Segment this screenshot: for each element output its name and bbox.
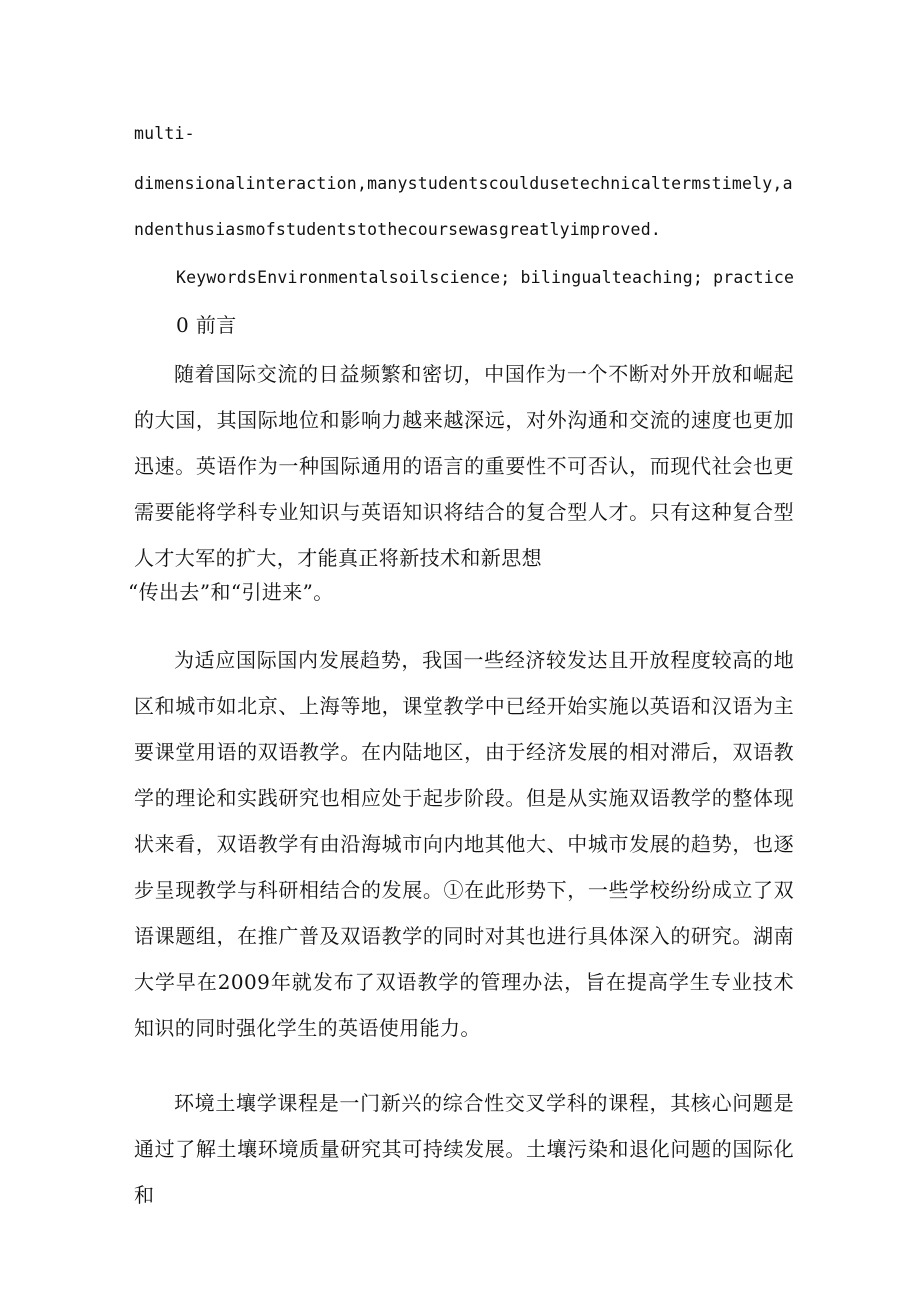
paragraph-1: 随着国际交流的日益频繁和密切，中国作为一个不断对外开放和崛起的大国，其国际地位和影响力越来越深远，对外沟通和交流的速度也更加迅速。英语作为一种国际通用的语言的重要性不可否认，而现代社会也更需要能将学科专业知识与英语知识将结合的复合型人才。只有这种复合型人才大军的扩大，才能真正将新技术和新思想 (134, 362, 794, 570)
abstract-line-2: dimensionalinteraction,manystudentscouldusetechnicaltermstimely,a (134, 174, 793, 193)
keywords-line: KeywordsEnvironmentalsoilscience; bilingualteaching; practice (176, 268, 795, 287)
paragraph-3: 环境土壤学课程是一门新兴的综合性交叉学科的课程，其核心问题是通过了解土壤环境质量研究其可持续发展。土壤污染和退化问题的国际化和 (134, 1091, 794, 1207)
abstract-line-1: multi- (134, 124, 195, 143)
abstract-line-3: ndenthusiasmofstudentstothecoursewasgreatlyimproved. (134, 220, 661, 239)
paragraph-2: 为适应国际国内发展趋势，我国一些经济较发达且开放程度较高的地区和城市如北京、上海等地，课堂教学中已经开始实施以英语和汉语为主要课堂用语的双语教学。在内陆地区，由于经济发展的相对滞后，双语教学的理论和实践研究也相应处于起步阶段。但是从实施双语教学的整体现状来看，双语教学有由沿海城市向内地其他大、中城市发展的趋势，也逐步呈现教学与科研相结合的发展。①在此形势下，一些学校纷纷成立了双语课题组，在推广普及双语教学的同时对其也进行具体深入的研究。湖南大学早在2009年就发布了双语教学的管理办法，旨在提高学生专业技术知识的同时强化学生的英语使用能力。 (134, 648, 794, 1040)
paragraph-1-continuation: “传出去”和“引进来”。 (128, 580, 334, 604)
section-heading: 0 前言 (176, 313, 237, 337)
